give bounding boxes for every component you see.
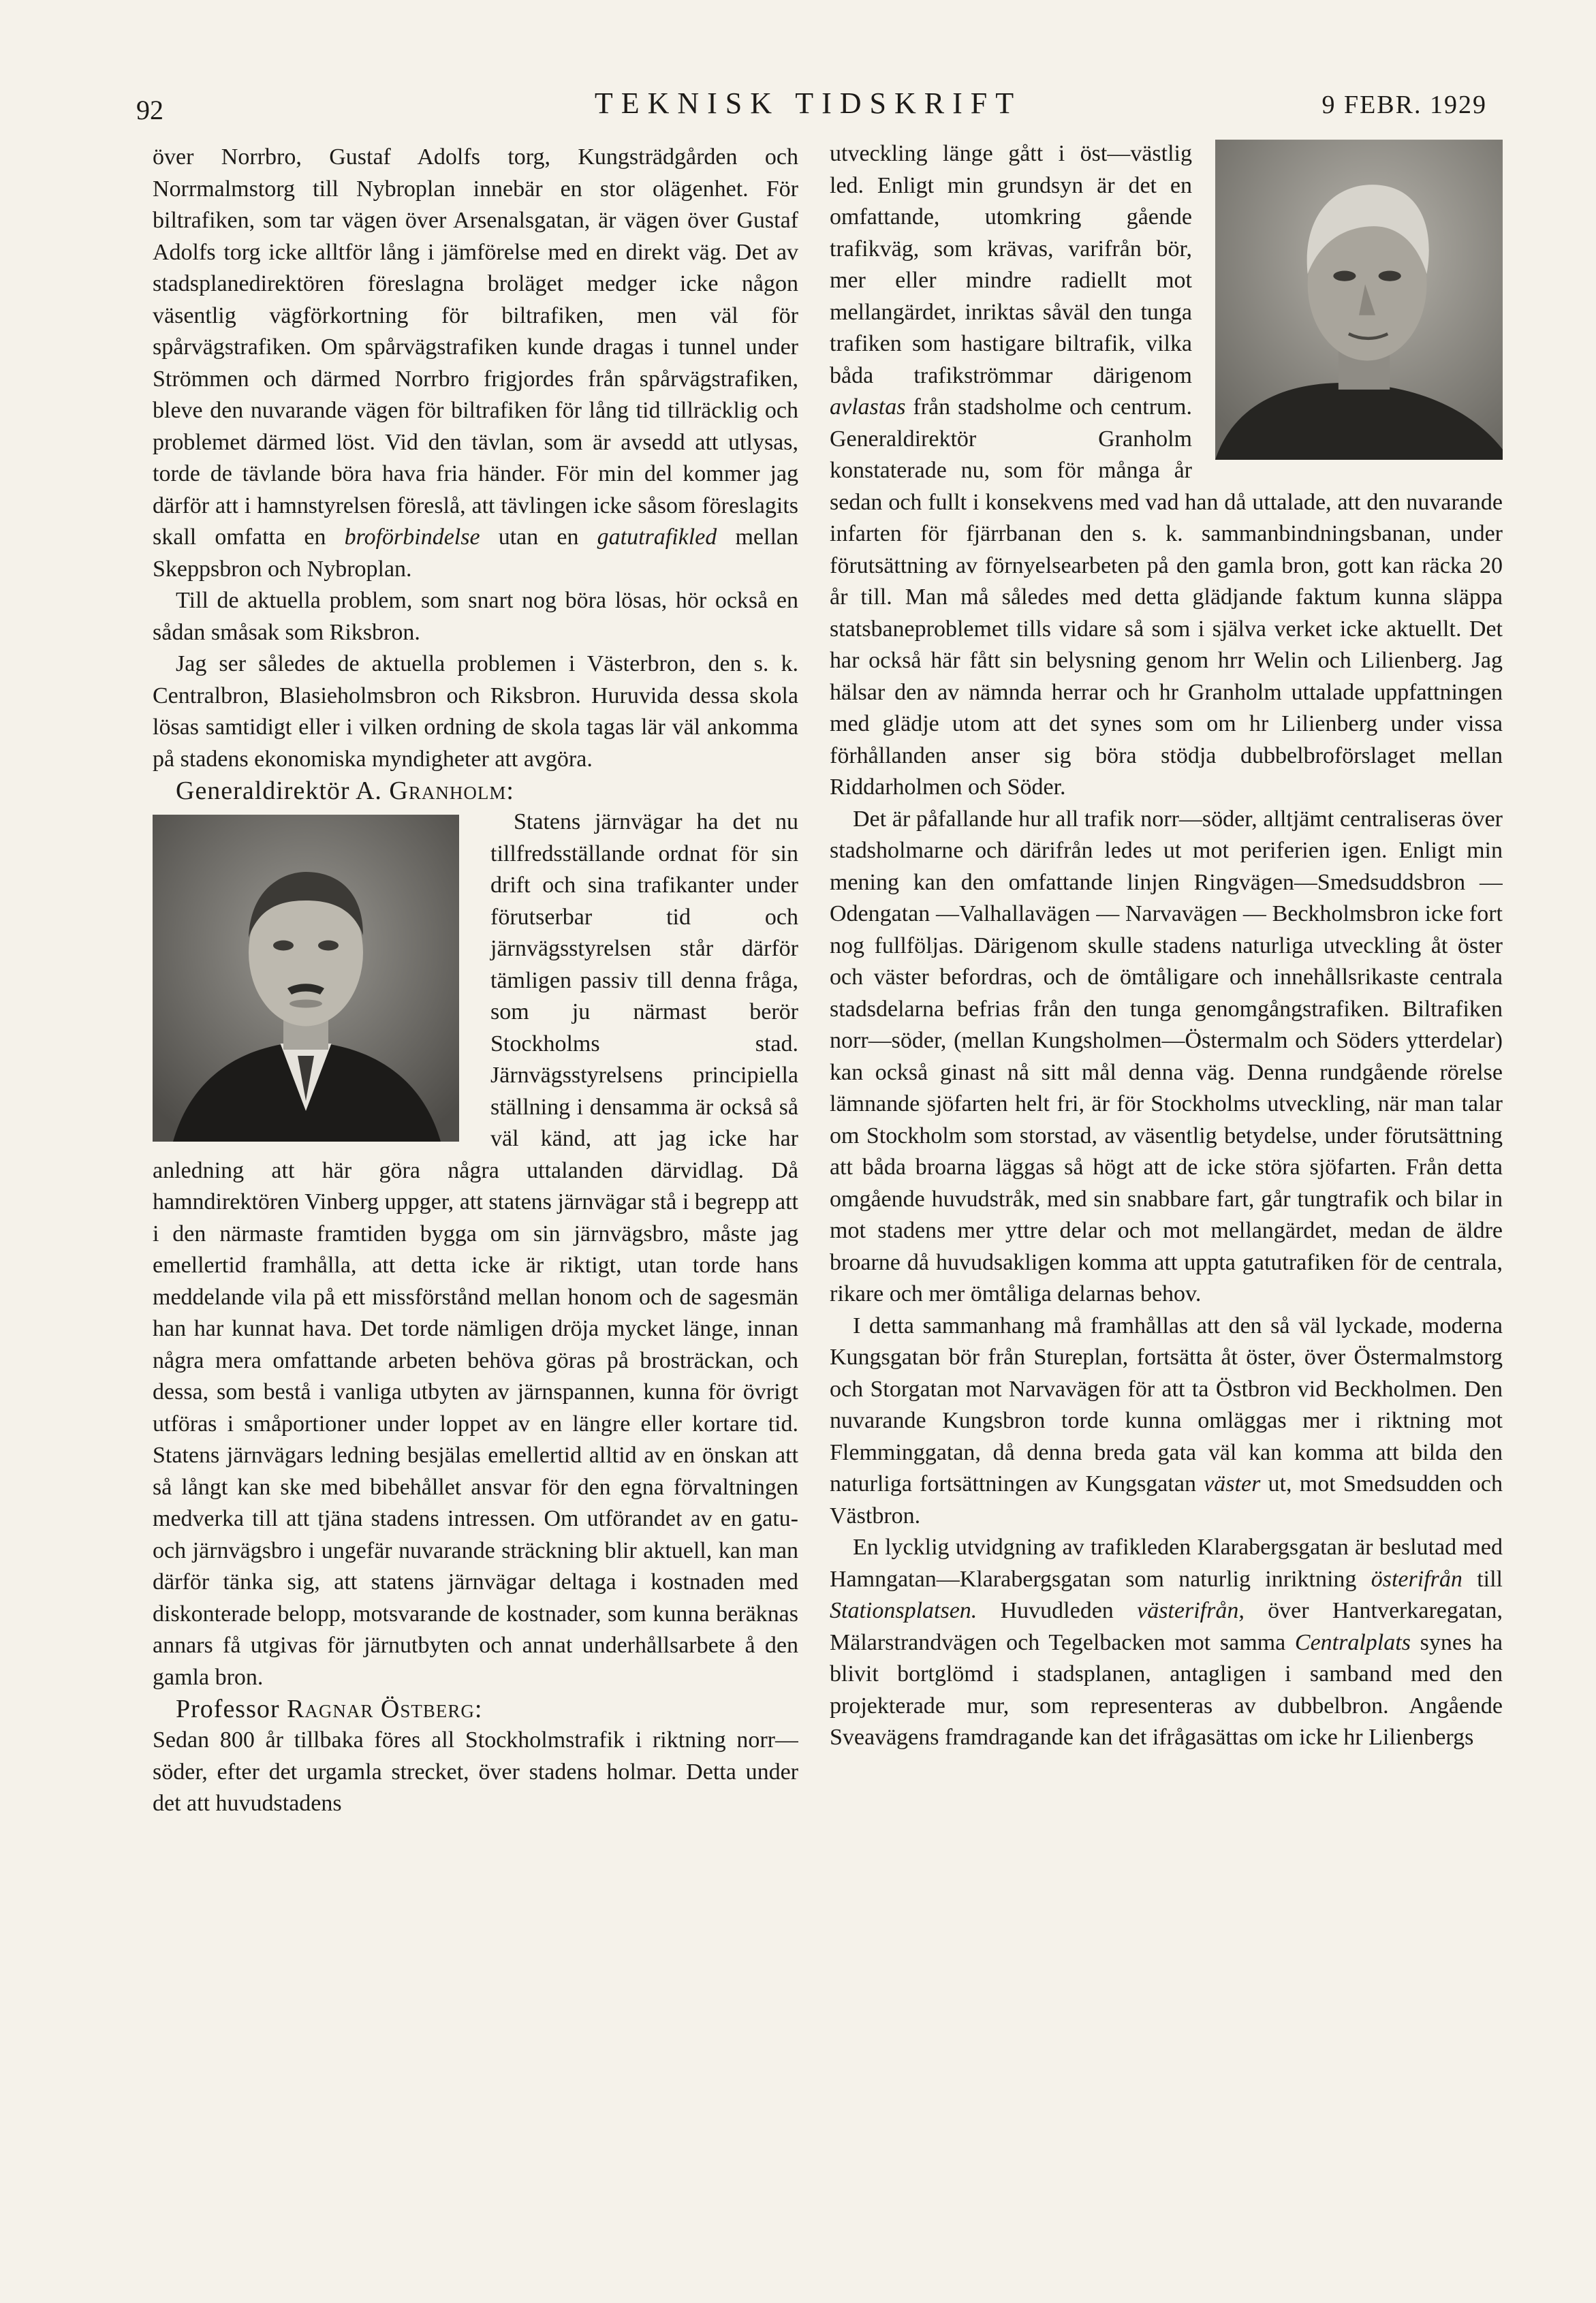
page-header — [129, 80, 1487, 128]
paragraph: över Norrbro, Gustaf Adolfs torg, Kungsträdgården och Norrmalmstorg till Nybroplan innebär en stor olägenhet. För biltrafiken, som tar vägen över Arsenalsgatan, är vägen över Gustaf Adolfs torg icke alltför lång i jämförelse med en direkt väg. Det av stadsplanedirektören föreslagna broläget medger icke någon väsentlig vägförkortning för biltrafiken, men väl för spårvägstrafiken. Om spårvägstrafiken kunde dragas i tunnel under Strömmen och därmed Norrbro frigjordes från spårvägstrafiken, bleve den nuvarande vägen för biltrafiken för lång tid tillräcklig och problemet därmed löst. Vid den tävlan, som är avsedd att utlysas, torde de tävlande böra hava fria händer. För min del kommer jag därför att i hamnstyrelsen föreslå, att tävlingen icke såsom föreslagits skall omfatta en broförbindelse utan en gatutrafikled mellan Skeppsbron och Nybroplan. — [153, 144, 798, 582]
paragraph: I detta sammanhang må framhållas att den så väl lyckade, moderna Kungsgatan bör från Stureplan, fortsätta åt öster, över Östermalmstorg och Storgatan mot Narvavägen för att ta Östbron vid Beckholmen. Den nuvarande Kungsbron torde kunna omläggas mer i riktning mot Flemminggatan, då denna breda gata väl kan komma att bilda den naturliga fortsättningen av Kungsgatan väster ut, mot Smedsudden och Västbron. — [830, 1313, 1503, 1529]
issue-date: 9 FEBR. 1929 — [1321, 91, 1487, 119]
speaker-heading-granholm: Generaldirektör A. Granholm: — [176, 777, 514, 805]
left-column — [153, 142, 798, 2219]
portrait-photo-granholm — [153, 815, 459, 1142]
paragraph: Sedan 800 år tillbaka föres all Stockholmstrafik i riktning norr—söder, efter det urgamla strecket, över stadens holmar. Detta under det att huvudstadens — [153, 1727, 798, 1816]
paragraph: En lycklig utvidgning av trafikleden Klarabergsgatan är beslutad med Hamngatan—Klarabergsgatan som naturlig inriktning österifrån till Stationsplatsen. Huvudleden västerifrån, över Hantverkaregatan, Mälarstrandvägen och Tegelbacken mot samma Centralplats synes ha blivit bortglömd i stadsplanen, antagligen i samband med den projekterade mur, som representeras av dubbelbron. Angående Sveavägens framdragande kan det ifrågasättas om icke hr Lilienbergs — [830, 1535, 1503, 1750]
speaker-heading-ostberg: Professor Ragnar Östberg: — [176, 1695, 483, 1723]
right-column — [830, 138, 1503, 2216]
page-number: 92 — [136, 95, 163, 125]
journal-title: TEKNISK TIDSKRIFT — [594, 87, 1022, 120]
paragraph: Statens järnvägar ha det nu tillfredsställande ordnat för sin drift och sina trafikanter under förutserbar tid och järnvägsstyrelsen står därför tämligen passiv till denna fråga, som ju närmast berör Stockholms stad. Järnvägsstyrelsens principiella ställning i densamma är också så väl känd, att jag icke har anledning att här göra några uttalanden därvidlag. Då hamndirektören Vinberg uppger, att statens järnvägar stå i begrepp att i den närmaste framtiden bygga om sin järnvägsbro, måste jag emellertid framhålla, att detta icke är riktigt, utan torde hans meddelande vila på ett missförstånd mellan honom och de sagesmän han har kunnat hava. Det torde nämligen dröja mycket länge, innan några mera omfattande arbeten behöva göras på brosträckan, och dessa, som bestå i vanliga utbyten av järnspannen, kunna för övrigt utföras i småportioner under loppet av en längre eller kortare tid. Statens järnvägars ledning besjälas emellertid alltid av en önskan att så långt kan ske med bibehållet ansvar för den egna förvaltningen medverka till att tjäna stadens intressen. Om utförandet av en gatu- och järnvägsbro i ungefär nuvarande sträckning blir aktuell, kan man därför tänka sig, att statens järnvägar deltaga i kostnaden med diskonterade belopp, motsvarande de kostnader, som kunna beräknas annars få utgivas för järnutbyten och annat underhållsarbete å den gamla bron. — [153, 809, 798, 1690]
paragraph: Det är påfallande hur all trafik norr—söder, alltjämt centraliseras över stadsholmarne och därifrån ledes ut mot periferien igen. Enligt min mening kan den omfattande linjen Ringvägen—Smedsuddsbron — Odengatan —Valhallavägen — Narvavägen — Beckholmsbron icke fort nog fullföljas. Därigenom skulle stadens naturliga utveckling åt öster och väster befordras, och de ömtåligare och innehållsrikaste centrala stadsdelarna befrias från den tunga genomgångstrafiken. Biltrafiken norr—söder, (mellan Kungsholmen—Östermalm och Söders ytterdelar) kan också ginast nå sitt mål denna väg. Denna rundgående rörelse lämnande sjöfarten helt fri, är för Stockholms utveckling, när man talar om Stockholm som storstad, av väsentlig betydelse, under förutsättning att båda broarna läggas så högt att de icke störa sjöfarten. Från detta omgående huvudstråk, med sin snabbare fart, går tungtrafik och bilar in mot stadens mer yttre delar och mot mellangärdet, medan de äldre broarne då huvudsakligen komma att uppta gatutrafiken för de centrala, rikare och mer ömtåliga delarnas behov. — [830, 806, 1503, 1306]
portrait-photo-ostberg — [1215, 140, 1503, 460]
paragraph: Till de aktuella problem, som snart nog böra lösas, hör också en sådan småsak som Riksbron. — [153, 588, 798, 645]
paragraph: Jag ser således de aktuella problemen i Västerbron, den s. k. Centralbron, Blasieholmsbron och Riksbron. Huruvida dessa skola lösas samtidigt eller i vilken ordning de skola tagas lär väl ankomma på stadens ekonomiska myndigheter att avgöra. — [153, 651, 798, 772]
paragraph: utveckling länge gått i öst—västlig led. Enligt min grundsyn är det en omfattande, utomkring gående trafikväg, som krävas, varifrån bör, mer eller mindre radiellt mot mellangärdet, inriktas såväl den tunga trafiken som hastigare biltrafik, vilka båda trafikströmmar därigenom avlastas från stadsholme och centrum. Generaldirektör Granholm konstaterade nu, som för många år sedan och fullt i konsekvens med vad han då uttalade, att den nuvarande infarten för fjärrbanan den s. k. sammanbindningsbanan, under förutsättning av förnyelsearbeten på den gamla bron, gott kan räcka 20 år till. Man må således med detta glädjande faktum kunna släppa statsbaneproblemet tills vidare så som i själva verket icke aktuellt. Det har också här fått sin belysning genom hrr Welin och Lilienberg. Jag hälsar den av nämnda herrar och hr Granholm uttalade uppfattningen med glädje utom att det synes som om hr Lilienberg under vissa förhållanden anser sig böra stödja dubbelbroförslaget mellan Riddarholmen och Söder. — [830, 141, 1503, 800]
